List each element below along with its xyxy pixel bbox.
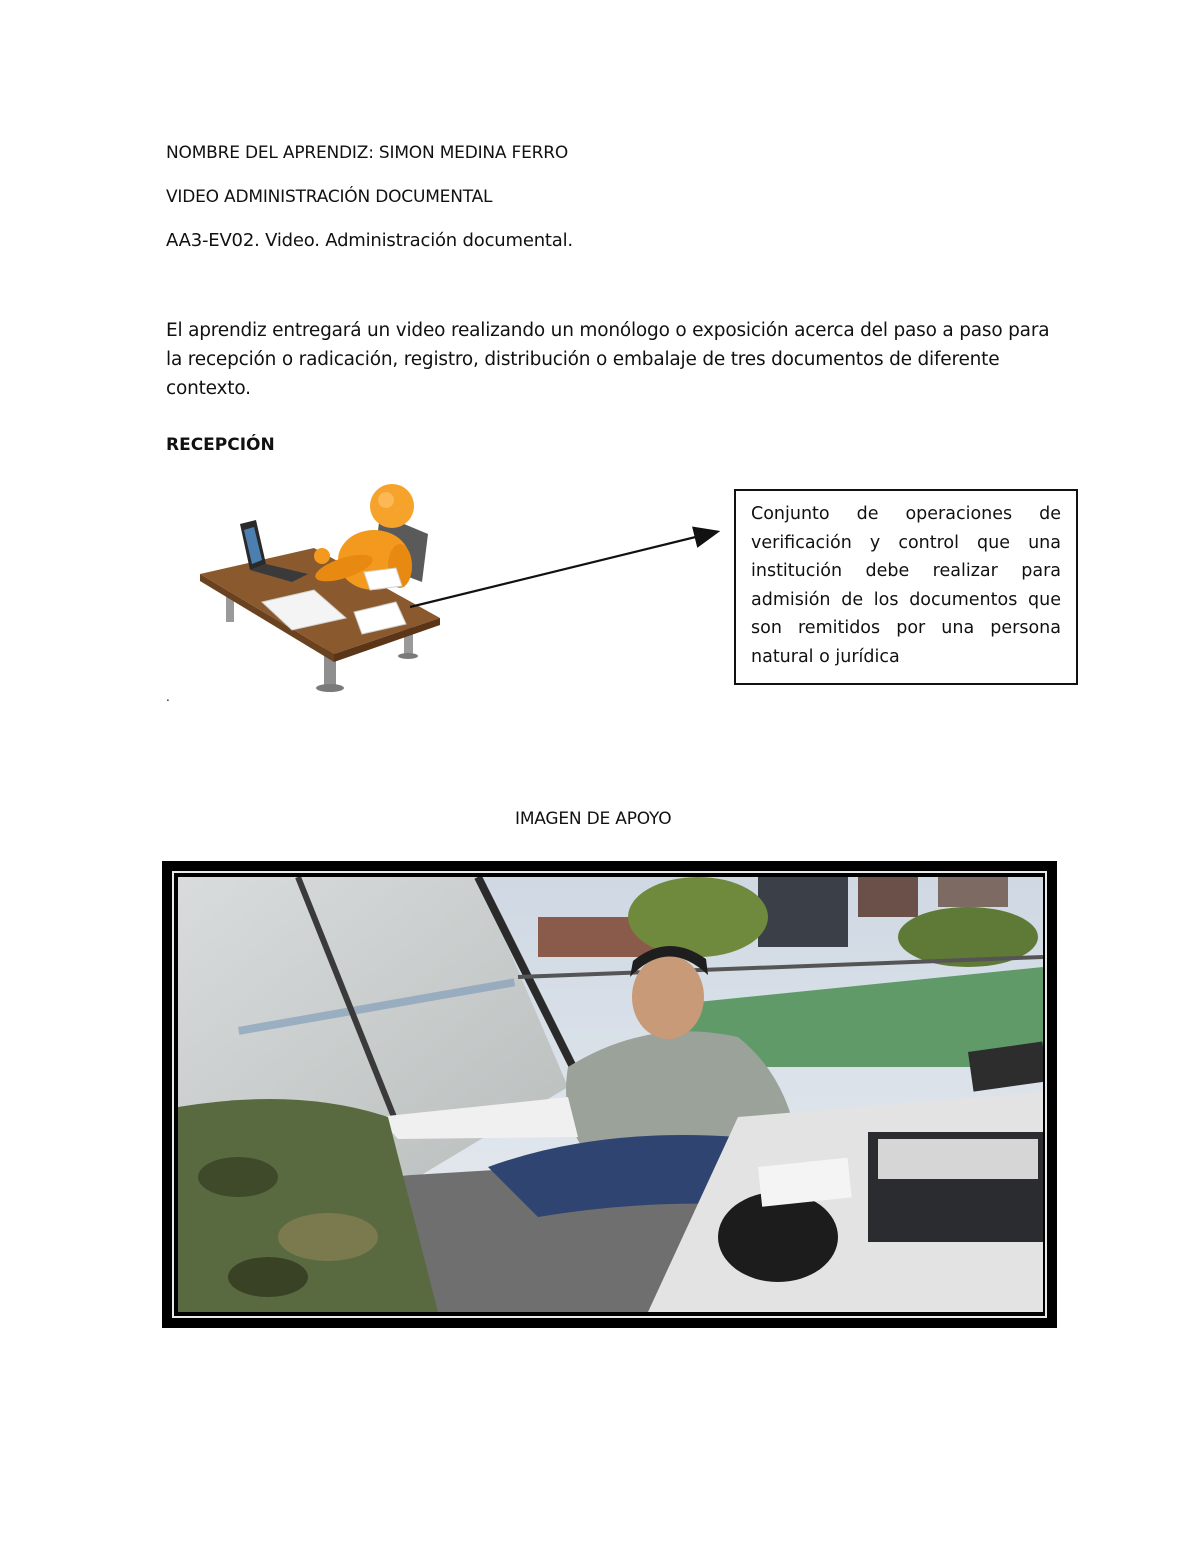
stray-mark: .: [166, 690, 170, 704]
connector-arrow: [408, 520, 724, 612]
support-photo-frame: [162, 861, 1057, 1328]
video-title-line: VIDEO ADMINISTRACIÓN DOCUMENTAL: [166, 187, 493, 207]
support-image-caption: IMAGEN DE APOYO: [515, 809, 672, 829]
instructions-paragraph: El aprendiz entregará un video realizando un monólogo o exposición acerca del paso a paso para la recepción o radicación, registro, distribución o embalaje de tres documentos de diferente contexto.: [166, 320, 1050, 399]
definition-box: Conjunto de operaciones de verificación y control que una institución debe realizar para admisión de los documentos que son remitidos por una persona natural o jurídica: [734, 489, 1078, 685]
section-heading: RECEPCIÓN: [166, 435, 275, 455]
support-photo: [172, 871, 1047, 1318]
office-reception-photo: [178, 877, 1043, 1312]
student-name-line: NOMBRE DEL APRENDIZ: SIMON MEDINA FERRO: [166, 143, 569, 163]
activity-code-line: AA3-EV02. Video. Administración documental.: [166, 230, 573, 251]
